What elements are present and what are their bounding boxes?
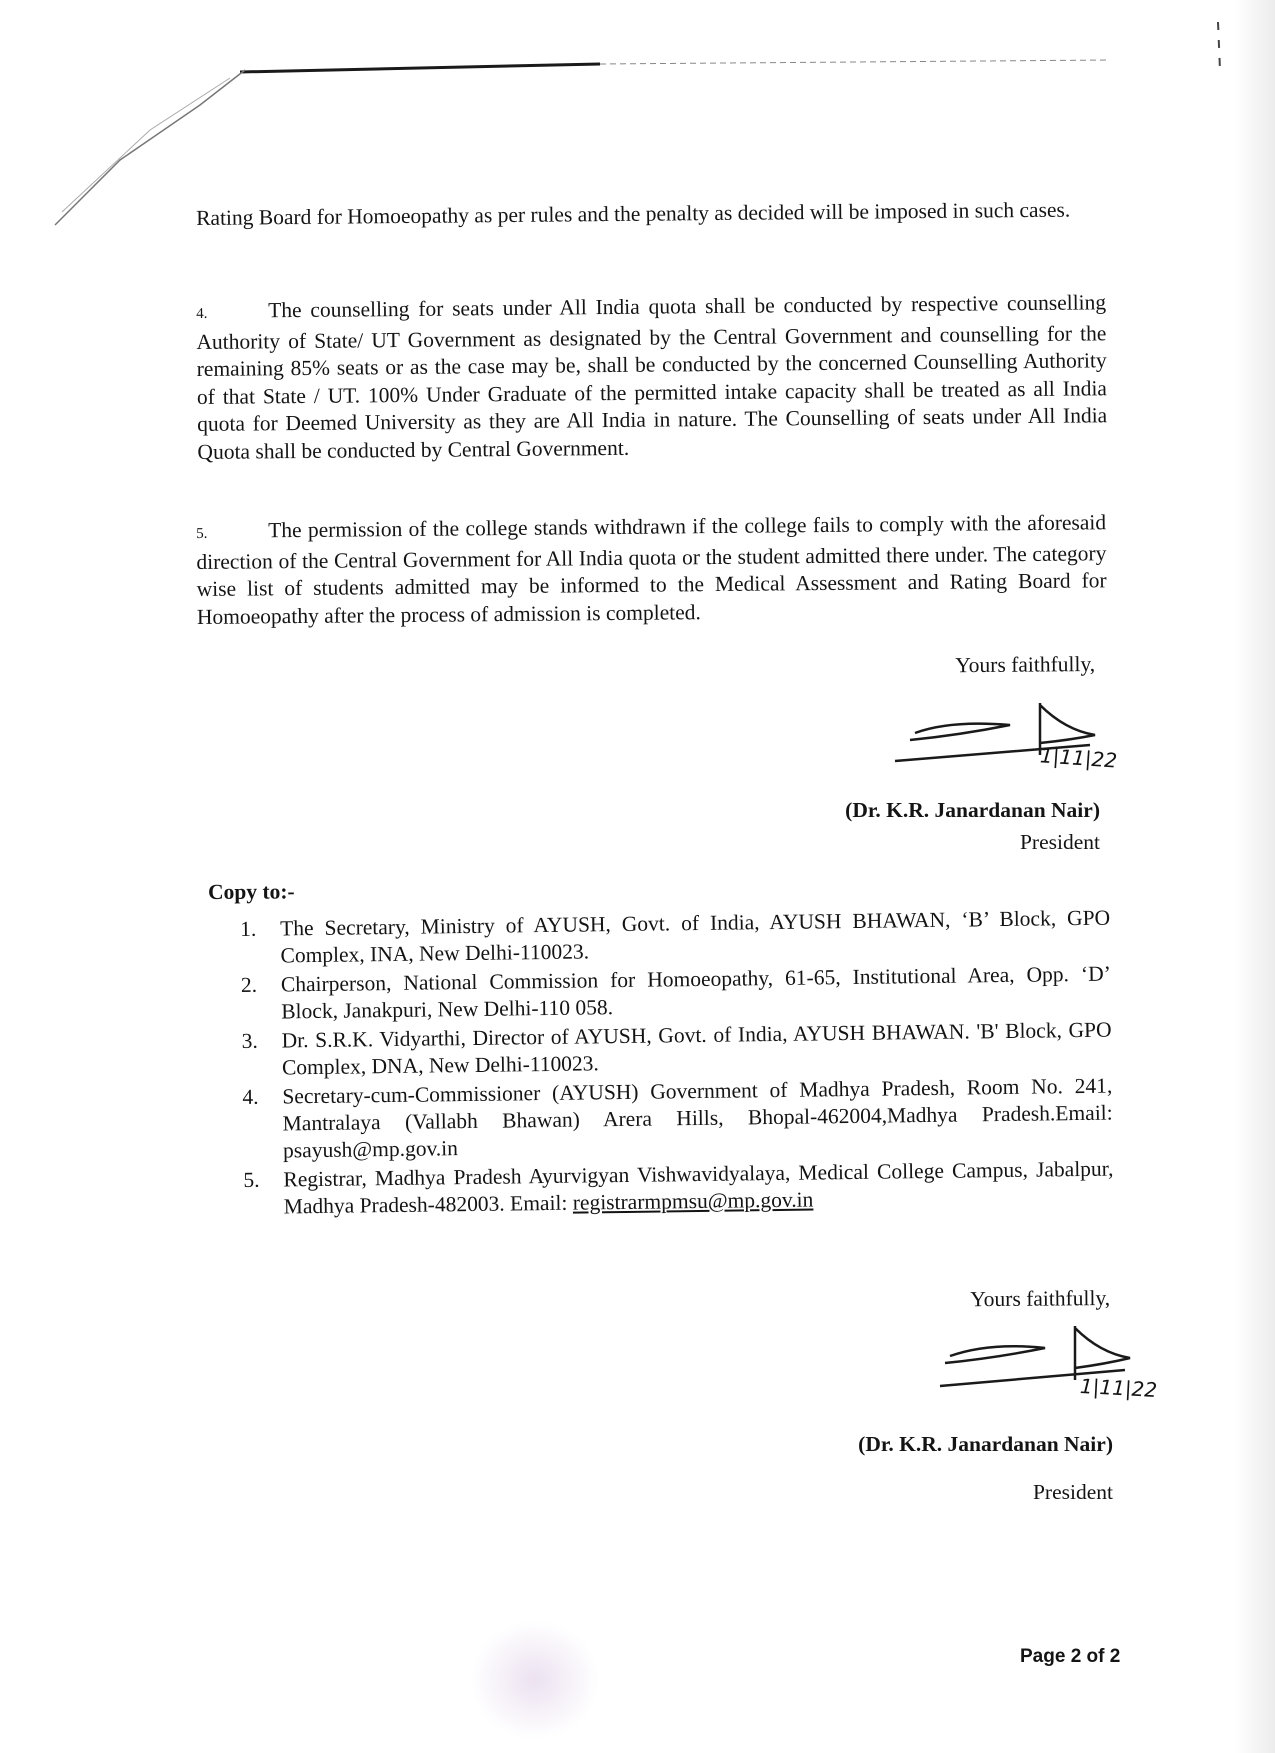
salutation-text: Yours faithfully, bbox=[955, 651, 1096, 678]
list-text: Registrar, Madhya Pradesh Ayurvigyan Vishwavidyalaya, Medical College Campus, Jabalpur, Madhya Pradesh-482003. Email: bbox=[283, 1156, 1114, 1219]
scan-edge-shadow bbox=[1235, 0, 1275, 1753]
signatory-block bbox=[790, 794, 1100, 858]
list-text: Dr. S.R.K. Vidyarthi, Director of AYUSH, Govt. of India, AYUSH BHAWAN. 'B' Block, GPO Complex, DNA, New Delhi-110023. bbox=[281, 1017, 1112, 1080]
salutation bbox=[880, 650, 1095, 680]
list-item bbox=[241, 1017, 1112, 1082]
list-item bbox=[243, 1156, 1114, 1221]
signatory-block bbox=[808, 1420, 1113, 1516]
signatory-name: (Dr. K.R. Janardanan Nair) bbox=[845, 798, 1100, 822]
list-index: 5. bbox=[243, 1167, 260, 1192]
copy-to-heading: Copy to:- bbox=[208, 879, 295, 904]
signature-date: 1|11|22 bbox=[1079, 1373, 1158, 1403]
salutation bbox=[890, 1284, 1110, 1314]
page-number: Page 2 of 2 bbox=[1020, 1646, 1121, 1667]
copy-to-list bbox=[240, 905, 1114, 1223]
list-index: 2. bbox=[240, 972, 258, 997]
list-text: The Secretary, Ministry of AYUSH, Govt. of India, AYUSH BHAWAN, ‘B’ Block, GPO Complex, INA, New Delhi-110023. bbox=[280, 905, 1111, 968]
list-item bbox=[241, 961, 1112, 1026]
paragraph-text: The permission of the college stands withdrawn if the college fails to comply with the aforesaid direction of the Central Government for All India quota or the student admitted there under. The category wise list of students admitted may be informed to the Medical Assessment and Rating Board for Homoeopathy after the process of admission is completed. bbox=[196, 510, 1107, 629]
list-item bbox=[240, 905, 1111, 970]
signatory-name: (Dr. K.R. Janardanan Nair) bbox=[858, 1432, 1113, 1456]
list-text: Chairperson, National Commission for Homoeopathy, 61-65, Institutional Area, Opp. ‘D’ Block, Janakpuri, New Delhi-110 058. bbox=[280, 961, 1111, 1024]
signatory-title: President bbox=[1032, 1480, 1113, 1504]
paragraph-number: 5. bbox=[196, 525, 208, 542]
paragraph-text: Rating Board for Homoeopathy as per rules and the penalty as decided will be imposed in such cases. bbox=[196, 197, 1071, 230]
list-text: Secretary-cum-Commissioner (AYUSH) Government of Madhya Pradesh, Room No. 241, Mantralaya (Vallabh Bhawan) Arera Hills, Bhopal-462004,Madhya Pradesh.Email: psayush@mp.gov.in bbox=[282, 1073, 1113, 1163]
list-item bbox=[242, 1073, 1113, 1165]
paragraph-5 bbox=[196, 509, 1107, 631]
salutation-text: Yours faithfully, bbox=[970, 1285, 1111, 1312]
paragraph-number: 4. bbox=[196, 305, 208, 322]
signatory-title: President bbox=[1019, 830, 1100, 854]
faded-stamp bbox=[470, 1620, 600, 1740]
email-link[interactable]: registrarmpmsu@mp.gov.in bbox=[572, 1187, 814, 1215]
list-index: 1. bbox=[240, 916, 257, 941]
paragraph-text: The counselling for seats under All India quota shall be conducted by respective counselling Authority of State/ UT Government as designated by the Central Government and counselling for the remaining 85% seats or as the case may be, shall be conducted by the concerned Counselling Authority of that State / UT. 100% Under Graduate of the permitted intake capacity shall be treated as all India quota for Deemed University as they are All India in nature. The Counselling of seats under All India Quota shall be conducted by Central Government. bbox=[196, 290, 1108, 464]
signature-date: 1|11|22 bbox=[1039, 743, 1118, 773]
list-index: 3. bbox=[241, 1028, 258, 1053]
paragraph-4 bbox=[196, 289, 1108, 466]
list-index: 4. bbox=[242, 1084, 259, 1109]
